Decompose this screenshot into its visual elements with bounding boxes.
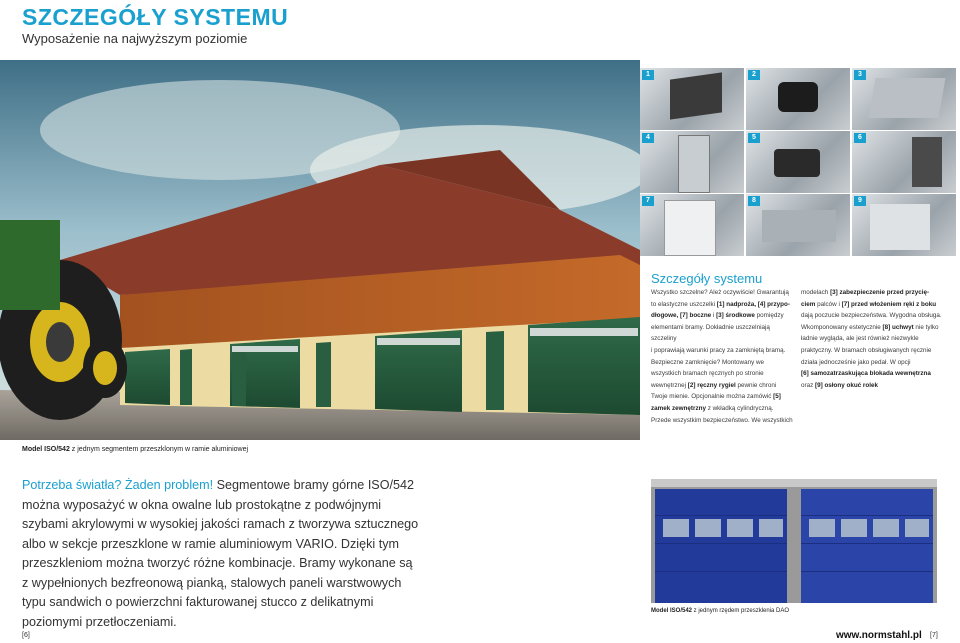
details-line: dają poczucie bezpieczeństwa. Wygodna obsługa. [801,312,942,320]
photo2-caption-model: Model ISO/542 [651,608,693,614]
details-line: oraz [9] osłony okuć rolek [801,381,878,389]
details-line: to elastyczne uszczelki [1] nadproża, [4] przypo- [651,300,790,308]
photo-caption-text: z jednym segmentem przeszklonym w ramie aluminiowej [69,446,249,453]
details-line: działa jednocześnie jako pedał. W opcji [801,358,911,366]
page-subtitle: Wyposażenie na najwyższym poziomie [22,31,248,46]
body-paragraph [22,476,422,632]
paragraph-highlight: Potrzeba światła? Żaden problem! [22,478,214,492]
detail-thumbnail [746,131,850,193]
building-photo [0,60,640,440]
detail-thumbnail [640,131,744,193]
detail-thumbnail [852,194,956,256]
page-number-left: [6] [22,632,30,639]
details-line: Bezpieczne zamknięcie? Montowany we [651,358,765,366]
page-number-right: [7] [930,632,938,639]
details-column-2 [801,287,951,391]
photo2-caption [651,608,789,614]
detail-thumbnail [852,68,956,130]
details-line: dłogowe, [7] boczne i [3] środkowe pomiędzy [651,312,784,320]
footer-url[interactable]: www.normstahl.pl [836,630,922,641]
details-line: Wszystko szczelne? Ależ oczywiście! Gwarantują [651,289,789,296]
paragraph-text: Segmentowe bramy górne ISO/542 można wyposażyć w okna owalne lub prostokątne z podwójnymi szybami akrylowymi w wysokiej jakości ramach z tworzywa sztucznego albo w sekcje przeszklone w ramie aluminiowym VARIO. Dzięki tym przeszkleniom można tworzyć różne kombinacje. Bramy wykonane są z wypełnionych bezfreonową pianką, stalowych paneli warstwowych typu sandwich o powierzchni fakturowanej stucco z delikatnymi poziomymi przetłoczeniami. [22,478,419,629]
details-line: Wkomponowany estetycznie [8] uchwyt nie tylko [801,323,939,331]
details-line: wewnętrznej [2] ręczny rygiel pewnie chroni [651,381,777,389]
thumbnail-number: 5 [748,133,760,143]
detail-thumbnail [852,131,956,193]
details-line: ładnie wygląda, ale jest również niezwykle [801,335,919,343]
details-line: elementami bramy. Dokładnie uszczelniają szczeliny [651,323,770,343]
photo2-caption-text: z jednym rzędem przeszklenia DAO [692,608,790,614]
details-line: i poprawiają warunki pracy za zamkniętą bramą. [651,346,786,354]
details-line: wszystkich bramach ręcznych po stronie [651,370,764,378]
detail-thumbnail [640,68,744,130]
details-line: Twoje mienie. Opcjonalnie można zamówić [5] [651,393,781,401]
thumbnail-number: 8 [748,196,760,206]
details-line: zamek zewnętrzny z wkładką cylindryczną. [651,404,774,412]
details-line: Przede wszystkim bezpieczeństwo. We wszystkich [651,416,793,424]
details-line: ciem palców i [7] przed włożeniem ręki z boku [801,300,937,308]
page-title: SZCZEGÓŁY SYSTEMU [22,4,289,30]
details-line: praktyczny. W bramach obsługiwanych ręcznie [801,346,932,354]
details-column-1 [651,287,796,426]
thumbnail-number: 6 [854,133,866,143]
detail-thumbnail [746,68,850,130]
thumbnail-number: 1 [642,70,654,80]
details-line: modelach [3] zabezpieczenie przed przycię- [801,289,930,296]
details-line: [6] samozatrzaskująca blokada wewnętrzna [801,370,931,378]
photo-caption [22,446,248,453]
details-title: Szczegóły systemu [651,271,763,286]
detail-thumbnail [746,194,850,256]
detail-thumbnails [640,68,960,276]
thumbnail-number: 3 [854,70,866,80]
photo-caption-model: Model ISO/542 [22,446,70,453]
thumbnail-number: 7 [642,196,654,206]
detail-thumbnail [640,194,744,256]
thumbnail-number: 4 [642,133,654,143]
thumbnail-number: 9 [854,196,866,206]
thumbnail-number: 2 [748,70,760,80]
blue-doors-photo [651,479,937,603]
